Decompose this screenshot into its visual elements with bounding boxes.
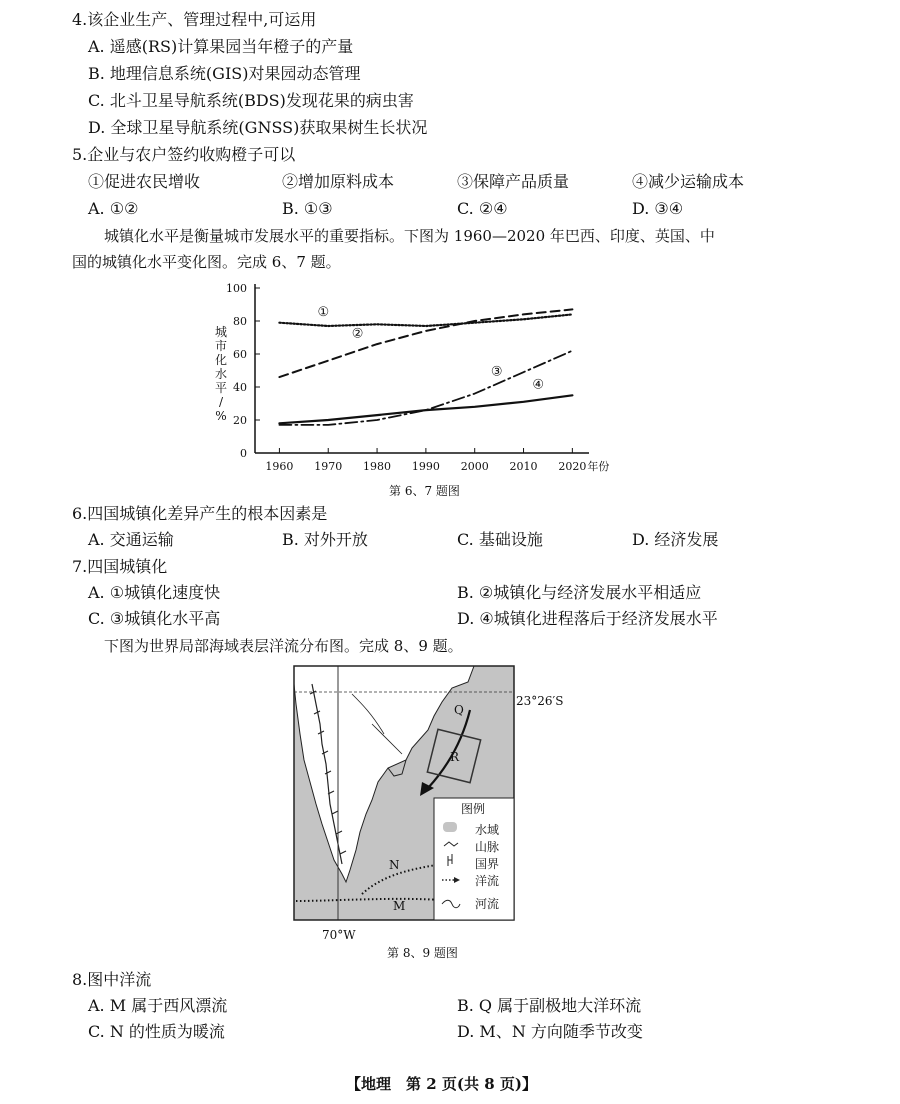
q4-option-d: D. 全球卫星导航系统(GNSS)获取果树生长状况 — [88, 118, 428, 137]
q8-option-b: B. Q 属于副极地大洋环流 — [457, 996, 642, 1015]
x-tick-label: 1980 — [363, 460, 392, 473]
intro67-line1: 城镇化水平是衡量城市发展水平的重要指标。下图为 1960—2020 年巴西、印度、英国、中 — [104, 227, 715, 245]
q7-stem: 7.四国城镇化 — [72, 557, 168, 576]
y-axis-title-char: 化 — [214, 353, 228, 367]
chart-caption: 第 6、7 题图 — [389, 484, 460, 498]
q4-option-c: C. 北斗卫星导航系统(BDS)发现花果的病虫害 — [88, 91, 414, 110]
series-label-2: ② — [351, 326, 364, 342]
urbanization-line-chart — [205, 278, 645, 500]
legend-water-swatch — [443, 822, 457, 832]
x-tick-label: 1970 — [314, 460, 343, 473]
q5-option-b: B. ①③ — [282, 199, 333, 218]
y-axis-title-char: 城 — [214, 325, 228, 339]
series-label-3: ③ — [490, 364, 503, 380]
y-axis-title-char: / — [218, 395, 224, 409]
map-label-n: N — [389, 858, 400, 872]
legend-title: 图例 — [461, 802, 486, 816]
y-axis-title-char: 水 — [214, 367, 228, 381]
map-lon-label: 70°W — [322, 928, 356, 942]
map-legend-box — [434, 798, 514, 920]
y-axis-title-char: % — [215, 409, 227, 423]
legend-item-current: 洋流 — [475, 874, 500, 888]
q6-option-a: A. 交通运输 — [88, 530, 174, 549]
q7-option-a: A. ①城镇化速度快 — [88, 583, 221, 602]
q5-item-3: ③保障产品质量 — [457, 172, 570, 191]
legend-item-river: 河流 — [475, 897, 500, 911]
q7-option-d: D. ④城镇化进程落后于经济发展水平 — [457, 609, 718, 628]
x-tick-label: 2020 — [558, 460, 587, 473]
chart-series-group — [279, 309, 572, 425]
x-axis-title: 年份 — [587, 460, 610, 473]
q6-stem: 6.四国城镇化差异产生的根本因素是 — [72, 504, 328, 523]
legend-item-mountain: 山脉 — [475, 840, 500, 854]
x-tick-label: 2000 — [460, 460, 489, 473]
intro89: 下图为世界局部海域表层洋流分布图。完成 8、9 题。 — [104, 637, 463, 655]
q6-option-b: B. 对外开放 — [282, 530, 368, 549]
y-axis-title-char: 市 — [214, 339, 228, 353]
series-label-4: ④ — [532, 377, 545, 393]
map-label-q: Q — [454, 703, 464, 717]
q8-option-c: C. N 的性质为暖流 — [88, 1022, 225, 1041]
legend-item-border: 国界 — [475, 857, 500, 871]
y-tick-label: 60 — [233, 348, 247, 361]
q5-option-d: D. ③④ — [632, 199, 684, 218]
q5-item-2: ②增加原料成本 — [282, 172, 395, 191]
y-tick-label: 20 — [233, 414, 247, 427]
q5-stem: 5.企业与农户签约收购橙子可以 — [72, 145, 296, 164]
q5-item-1: ①促进农民增收 — [88, 172, 201, 191]
x-tick-label: 1990 — [411, 460, 440, 473]
series-label-1: ① — [317, 305, 330, 321]
q5-option-a: A. ①② — [88, 199, 139, 218]
y-axis-title-char: 平 — [214, 381, 228, 395]
q4-option-a: A. 遥感(RS)计算果园当年橙子的产量 — [88, 37, 354, 56]
map-caption: 第 8、9 题图 — [387, 946, 458, 960]
q6-option-d: D. 经济发展 — [632, 530, 719, 549]
q4-option-b: B. 地理信息系统(GIS)对果园动态管理 — [88, 64, 361, 83]
map-label-r: R — [450, 750, 460, 764]
y-tick-label: 100 — [226, 282, 247, 295]
q8-option-a: A. M 属于西风漂流 — [88, 996, 228, 1015]
q8-stem: 8.图中洋流 — [72, 970, 152, 989]
y-tick-label: 0 — [240, 447, 247, 460]
map-label-m: M — [393, 899, 406, 913]
q5-item-4: ④减少运输成本 — [632, 172, 745, 191]
chart-labels-group — [215, 282, 609, 473]
y-tick-label: 40 — [233, 381, 247, 394]
series-line-4 — [279, 395, 572, 423]
page-footer: 【地理 第 2 页(共 8 页)】 — [346, 1075, 537, 1093]
q4-stem: 4.该企业生产、管理过程中,可运用 — [72, 10, 317, 29]
q7-option-c: C. ③城镇化水平高 — [88, 609, 221, 628]
x-tick-label: 2010 — [509, 460, 538, 473]
q5-option-c: C. ②④ — [457, 199, 508, 218]
q6-option-c: C. 基础设施 — [457, 530, 543, 549]
legend-item-water: 水域 — [475, 823, 500, 837]
map-lat-label: 23°26′S — [516, 694, 564, 708]
q7-option-b: B. ②城镇化与经济发展水平相适应 — [457, 583, 702, 602]
q8-option-d: D. M、N 方向随季节改变 — [457, 1022, 643, 1041]
y-tick-label: 80 — [233, 315, 247, 328]
x-tick-label: 1960 — [265, 460, 294, 473]
intro67-line2: 国的城镇化水平变化图。完成 6、7 题。 — [72, 253, 341, 271]
